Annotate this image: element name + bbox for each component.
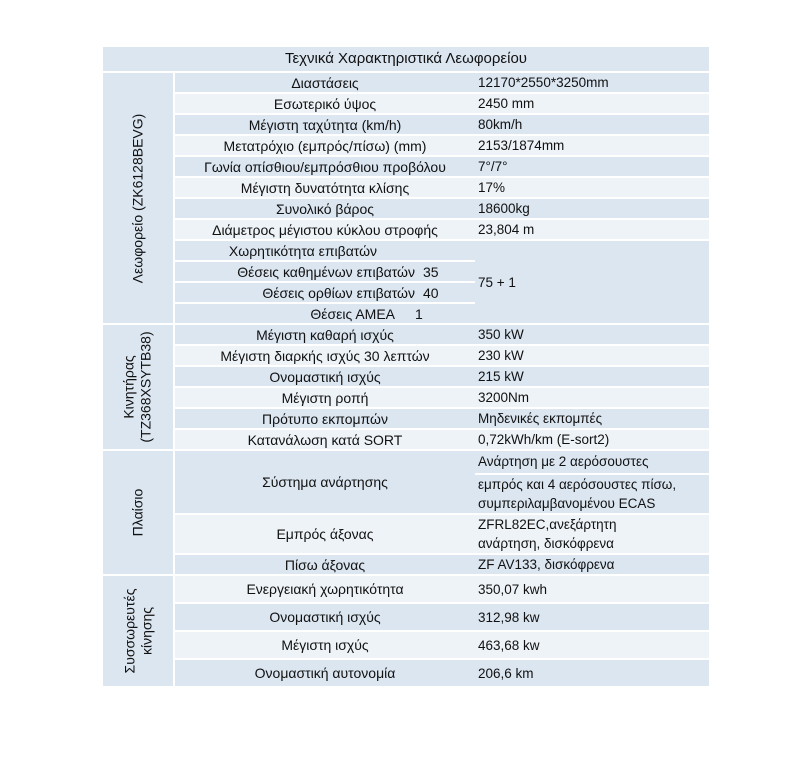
row-label: Πίσω άξονας: [284, 556, 366, 573]
engine-label-line1: Κινητήρας: [121, 355, 138, 419]
row-value: 2153/1874mm: [478, 138, 565, 153]
front-axle-line-1: ZFRL82EC,ανεξάρτητη: [478, 517, 617, 532]
capacity-row: [175, 241, 709, 323]
row-value: ZF AV133, δισκόφρενα: [478, 557, 615, 572]
amea-label: Θέσεις ΑΜΕΑ: [310, 305, 395, 322]
row-value: 3200Nm: [478, 390, 530, 405]
row-value: 23,804 m: [478, 222, 535, 237]
row-value: 350,07 kwh: [478, 581, 548, 597]
row-value: 350 kW: [478, 327, 524, 342]
row-label: Μέγιστη ταχύτητα (km/h): [248, 116, 402, 133]
section-label-chassis: [103, 451, 175, 574]
row-label: Ονομαστική ισχύς: [269, 609, 381, 625]
row-value: 463,68 kw: [478, 637, 540, 653]
table-row: [175, 136, 709, 157]
capacity-breakdown: [175, 241, 475, 323]
batteries-label-line2: κίνησης: [138, 606, 154, 656]
table-row: [175, 157, 709, 178]
suspension-line-3: συμπεριλαμβανομένου ECAS: [478, 496, 656, 511]
row-value: 312,98 kw: [478, 609, 540, 625]
row-label: Σύστημα ανάρτησης: [262, 474, 388, 490]
row-value: [475, 515, 709, 553]
row-label: Συνολικό βάρος: [275, 200, 375, 217]
table-row: [175, 660, 709, 686]
table-row: [175, 73, 709, 94]
table-row: [175, 220, 709, 241]
batteries-label-line1: Συσσωρευτές: [121, 588, 137, 674]
table-row: [175, 409, 709, 430]
row-label: Μέγιστη ισχύς: [281, 637, 369, 653]
row-label: Ενεργειακή χωρητικότητα: [246, 581, 404, 597]
row-label: Μέγιστη ροπή: [281, 389, 369, 406]
row-value: 0,72kWh/km (E-sort2): [478, 432, 610, 447]
standing-value: 40: [423, 284, 439, 301]
row-label: Μέγιστη δυνατότητα κλίσης: [240, 179, 410, 196]
table-row: [175, 388, 709, 409]
table-row: [175, 178, 709, 199]
row-value: 215 kW: [478, 369, 524, 384]
chassis-label-text: Πλαίσιο: [129, 488, 146, 537]
capacity-header: Χωρητικότητα επιβατών: [228, 242, 378, 259]
table-row: [175, 515, 709, 555]
table-row: [175, 451, 709, 515]
table-row: [175, 367, 709, 388]
row-value: 18600kg: [478, 201, 530, 216]
section-chassis: [103, 451, 709, 576]
row-label: Πρότυπο εκπομπών: [262, 410, 388, 427]
spec-table: [103, 47, 709, 686]
row-value: 80km/h: [478, 117, 523, 132]
row-value: 2450 mm: [478, 96, 535, 111]
row-value: 7°/7°: [478, 159, 508, 174]
suspension-line-1: Ανάρτηση με 2 αερόσουστες: [475, 451, 709, 475]
row-value: Μηδενικές εκπομπές: [478, 411, 603, 426]
row-value: 17%: [478, 180, 506, 195]
row-label: Μέγιστη καθαρή ισχύς: [256, 326, 394, 343]
row-label: Μετατρόχιο (εμπρός/πίσω) (mm): [223, 137, 427, 154]
amea-value: 1: [415, 305, 423, 322]
section-label-engine: [103, 325, 175, 449]
table-row: [175, 576, 709, 604]
table-title: Τεχνικά Χαρακτηριστικά Λεωφορείου: [103, 47, 709, 73]
row-label: Γωνία οπίσθιου/εμπρόσθιου προβόλου: [204, 158, 446, 175]
table-row: [175, 604, 709, 632]
row-label: Ονομαστική αυτονομία: [254, 665, 396, 681]
table-row: [175, 632, 709, 660]
front-axle-line-2: ανάρτηση, δισκόφρενα: [478, 536, 614, 551]
table-row: [175, 430, 709, 449]
row-label: Εμπρός άξονας: [276, 526, 374, 542]
table-row: [175, 346, 709, 367]
row-label: Εσωτερικό ύψος: [273, 95, 377, 112]
row-label: Διάμετρος μέγιστου κύκλου στροφής: [212, 221, 438, 238]
section-label-batteries: [103, 576, 175, 686]
row-value: 230 kW: [478, 348, 524, 363]
row-label: Διαστάσεις: [291, 74, 359, 91]
seated-value: 35: [423, 263, 439, 280]
section-bus: [103, 73, 709, 325]
table-row: [175, 555, 709, 574]
section-batteries: [103, 576, 709, 686]
table-row: [175, 115, 709, 136]
table-row: [175, 199, 709, 220]
bus-label-text: Λεωφορείο (ZK6128BEVG): [129, 113, 146, 283]
standing-label: Θέσεις ορθίων επιβατών: [262, 284, 415, 301]
capacity-total: 75 + 1: [478, 274, 516, 290]
row-label: Μέγιστη διαρκής ισχύς 30 λεπτών: [220, 347, 430, 364]
row-value: 12170*2550*3250mm: [478, 75, 609, 90]
engine-label-line2: (TZ368XSYTB38): [138, 331, 155, 443]
row-value: 206,6 km: [478, 665, 534, 681]
section-engine: [103, 325, 709, 451]
seated-label: Θέσεις καθημένων επιβατών: [237, 263, 415, 280]
row-label: Κατανάλωση κατά SORT: [247, 431, 403, 448]
table-row: [175, 325, 709, 346]
table-row: [175, 94, 709, 115]
section-label-bus: [103, 73, 175, 323]
row-label: Ονομαστική ισχύς: [269, 368, 381, 385]
row-value: [475, 451, 709, 513]
suspension-line-2: εμπρός και 4 αερόσουστες πίσω,: [478, 477, 677, 492]
